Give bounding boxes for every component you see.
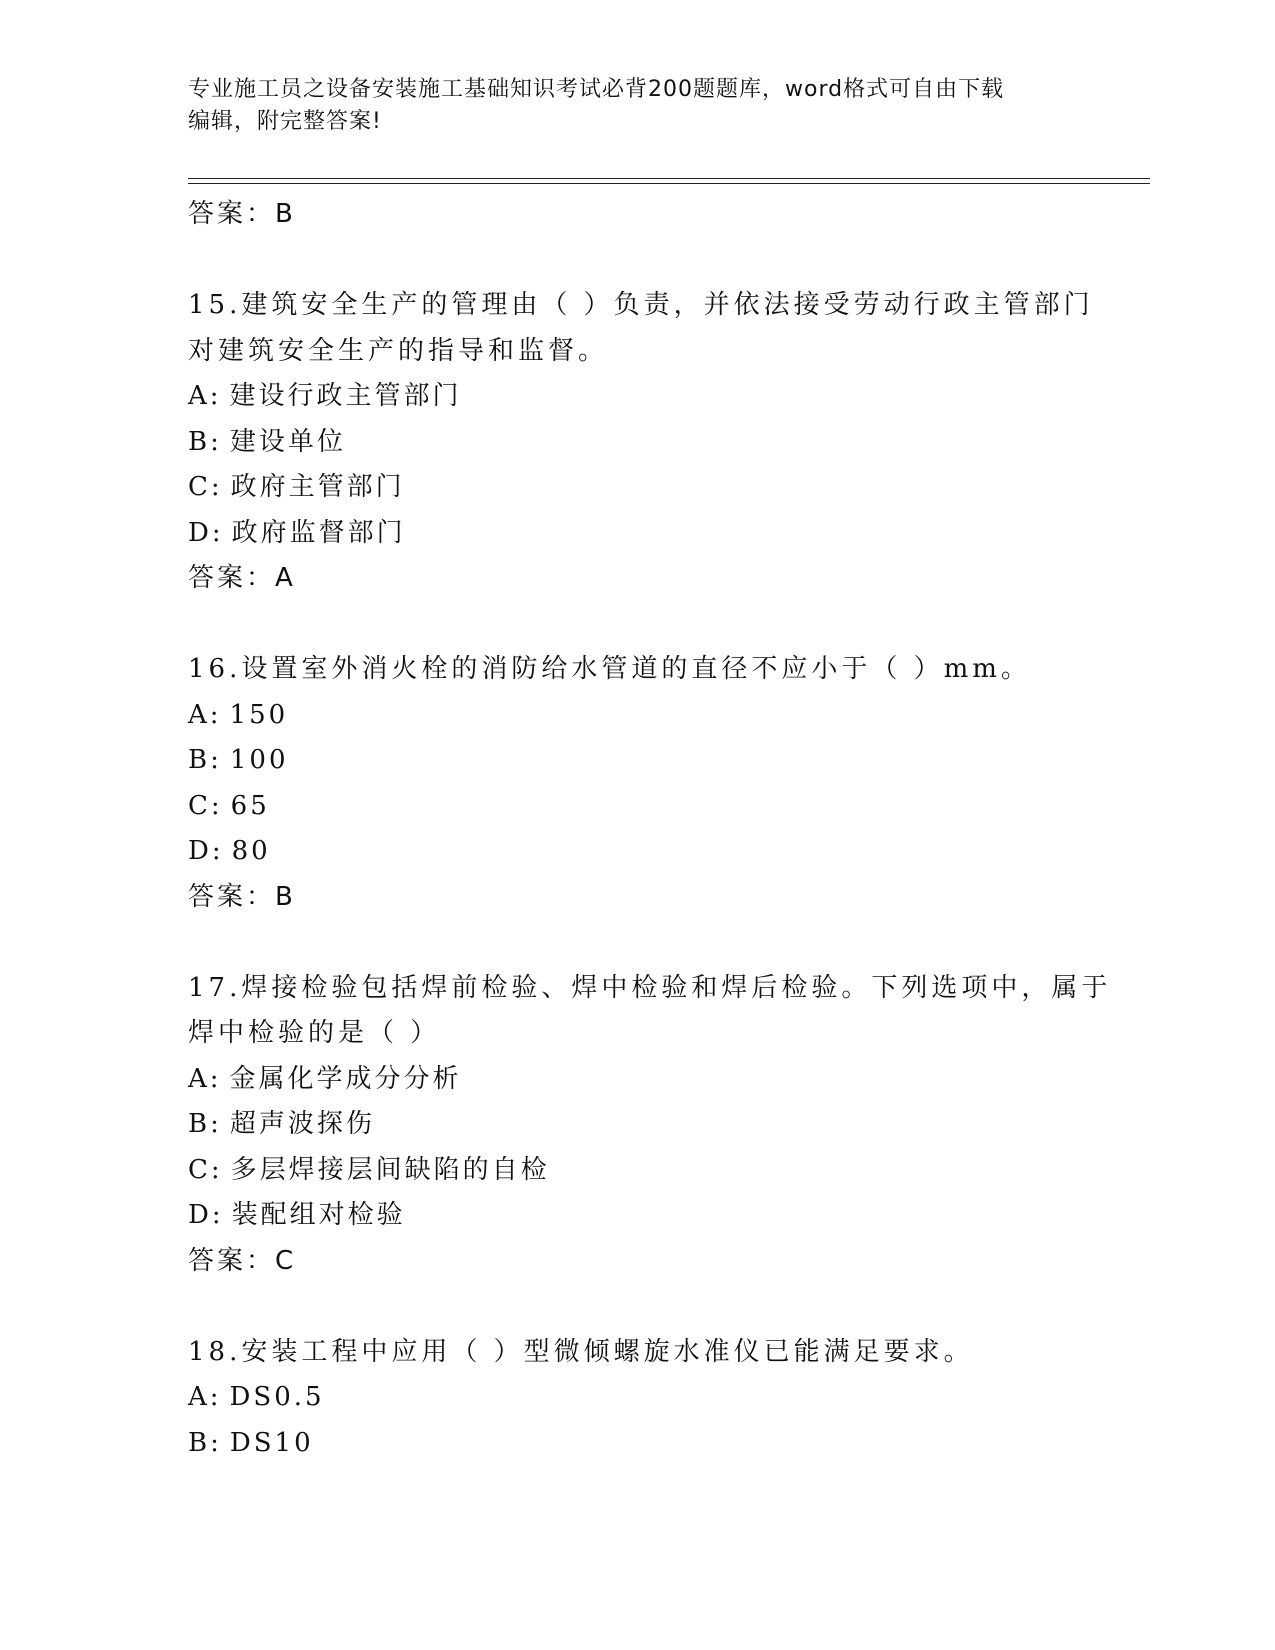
question-list [188, 192, 1112, 1466]
answer-prefix: 答案： [188, 563, 276, 593]
option-letter: A: [188, 381, 222, 411]
option-d [188, 829, 1088, 875]
option-b [188, 738, 1088, 784]
spacer [188, 920, 1088, 966]
spacer [188, 238, 1088, 284]
option-letter: B: [188, 745, 222, 775]
question-18-stem [188, 1330, 1088, 1376]
header-divider-bottom [188, 183, 1150, 184]
header-divider-top [188, 178, 1150, 179]
document-header [188, 74, 1088, 138]
option-text: DS0.5 [229, 1382, 325, 1412]
option-letter: B: [188, 426, 222, 457]
option-b [188, 1102, 1088, 1148]
option-a [188, 1057, 1088, 1103]
answer-value: A [275, 563, 296, 593]
answer-prefix: 答案： [188, 881, 276, 912]
answer-prefix: 答案： [188, 1245, 276, 1276]
option-letter: D: [188, 1200, 224, 1230]
option-text: 超声波探伤 [229, 1109, 375, 1139]
answer-line [188, 1239, 1088, 1285]
option-text: 建设单位 [229, 426, 346, 457]
question-17-stem [188, 966, 1112, 1057]
option-c [188, 1148, 1088, 1194]
option-text: 100 [229, 745, 289, 775]
question-stem-line: 17.焊接检验包括焊前检验、焊中检验和焊后检验。下列选项中，属于 [188, 972, 1112, 1003]
option-text: 建设行政主管部门 [229, 381, 462, 411]
spacer [188, 602, 1088, 648]
answer-value: C [275, 1245, 297, 1276]
option-letter: D: [188, 517, 224, 548]
answer-value: B [275, 199, 296, 229]
question-stem-line: 18.安装工程中应用（ ）型微倾螺旋水准仪已能满足要求。 [188, 1336, 974, 1367]
option-letter: D: [188, 836, 224, 866]
option-a [188, 1375, 1088, 1421]
answer-prefix: 答案： [188, 199, 276, 229]
option-letter: C: [188, 790, 223, 821]
option-c [188, 784, 1088, 830]
option-text: DS10 [229, 1427, 314, 1458]
option-b [188, 1421, 1088, 1467]
answer-line [188, 875, 1088, 921]
header-title-line-2: 编辑，附完整答案! [188, 109, 382, 134]
question-stem-line: 16.设置室外消火栓的消防给水管道的直径不应小于（ ）mm。 [188, 654, 1031, 684]
option-letter: A: [188, 1382, 222, 1412]
option-text: 政府主管部门 [230, 472, 405, 502]
option-letter: A: [188, 1063, 222, 1094]
option-letter: C: [188, 1154, 223, 1185]
option-a [188, 374, 1088, 420]
option-text: 装配组对检验 [231, 1200, 406, 1230]
option-text: 多层焊接层间缺陷的自检 [230, 1154, 550, 1185]
option-letter: A: [188, 699, 222, 730]
answer-value: B [275, 881, 296, 912]
option-text: 80 [231, 836, 271, 866]
answer-line [188, 192, 1088, 238]
option-c [188, 465, 1088, 511]
option-text: 政府监督部门 [231, 517, 406, 548]
header-title-line-1: 专业施工员之设备安装施工基础知识考试必背200题题库，word格式可自由下载 [188, 77, 1005, 102]
question-15-stem [188, 283, 1094, 374]
answer-line [188, 556, 1088, 602]
option-text: 150 [229, 699, 289, 730]
option-letter: C: [188, 472, 223, 502]
question-stem-line: 焊中检验的是（ ） [188, 1018, 441, 1048]
option-letter: B: [188, 1109, 222, 1139]
option-text: 65 [230, 790, 270, 821]
option-a [188, 693, 1088, 739]
spacer [188, 1284, 1088, 1330]
question-16-stem [188, 647, 1088, 693]
option-text: 金属化学成分分析 [229, 1063, 462, 1094]
question-stem-line: 对建筑安全生产的指导和监督。 [188, 335, 609, 366]
option-d [188, 511, 1088, 557]
question-stem-line: 15.建筑安全生产的管理由（ ）负责，并依法接受劳动行政主管部门 [188, 290, 1094, 320]
option-letter: B: [188, 1427, 222, 1458]
option-b [188, 420, 1088, 466]
option-d [188, 1193, 1088, 1239]
